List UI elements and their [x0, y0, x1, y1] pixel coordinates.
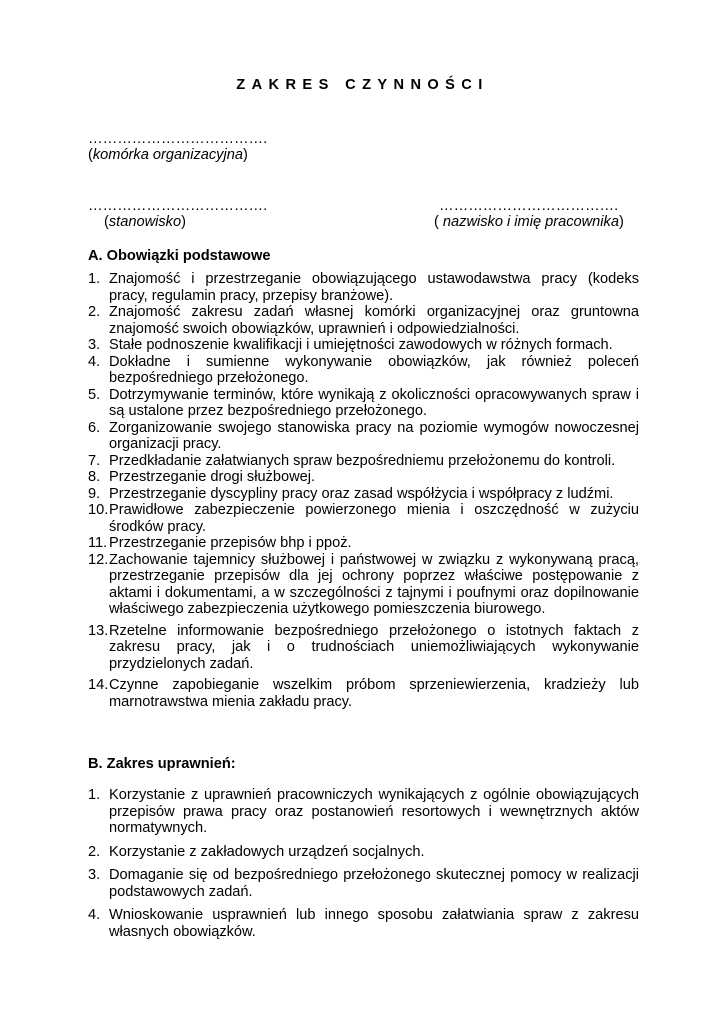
list-item: 9. Przestrzeganie dyscypliny pracy oraz zasad współżycia i współpracy z ludźmi. [88, 485, 614, 502]
list-item: 13. Rzetelne informowanie bezpośredniego przełożonego o istotnych faktach z zakresu pracy, jak i o trudnościach uniemożliwiających wykonywanie przydzielonych zadań. [88, 622, 639, 672]
list-item: 12. Zachowanie tajemnicy służbowej i państwowej w związku z wykonywaną pracą, przestrzeganie przepisów dla jej ochrony poprzez właściwe postępowanie z aktami i dokumentami, a w szczególności z tajnymi i poufnymi oraz dopilnowanie właściwego zabezpieczenia użytkowego pomieszczenia biurowego. [88, 551, 639, 617]
list-item: 5. Dotrzymywanie terminów, które wynikają z okoliczności opracowywanych spraw i są ustalone przez bezpośredniego przełożonego. [88, 386, 639, 419]
position-label: stanowisko [108, 214, 182, 230]
list-item: 1. Znajomość i przestrzeganie obowiązującego ustawodawstwa pracy (kodeks pracy, regulamin pracy, przepisy branżowe). [88, 271, 639, 304]
list-item: 11. Przestrzeganie przepisów bhp i ppoż. [88, 535, 352, 551]
position-dots-line: ………………………………. [88, 198, 268, 214]
name-dots-line: ………………………………. [439, 198, 619, 214]
rights-list [88, 787, 639, 947]
unit-dots-line: ………………………………. [88, 131, 268, 147]
list-item: 10. Prawidłowe zabezpieczenie powierzonego mienia i oszczędność w zużyciu środków pracy. [88, 502, 639, 535]
name-caption: ( nazwisko i imię pracownika) [434, 214, 624, 230]
section-a-heading: A. Obowiązki podstawowe [88, 248, 271, 264]
name-label: nazwisko i imię pracownika [438, 214, 619, 230]
list-item: 4. Wnioskowanie usprawnień lub innego sposobu załatwiania spraw z zakresu własnych obowiązków. [88, 907, 639, 940]
list-item: 14. Czynne zapobieganie wszelkim próbom sprzeniewierzenia, kradzieży lub marnotrawstwa mienia zakładu pracy. [88, 677, 639, 710]
list-item: 1. Korzystanie z uprawnień pracowniczych wynikających z ogólnie obowiązujących przepisów prawa pracy oraz postanowień resortowych i wewnętrznych aktów normatywnych. [88, 787, 639, 836]
list-item: 4. Dokładne i sumienne wykonywanie obowiązków, jak również poleceń bezpośredniego przełożonego. [88, 353, 639, 386]
unit-caption: (komórka organizacyjna) [88, 147, 248, 163]
duties-list [88, 271, 639, 710]
section-b-heading: B. Zakres uprawnień: [88, 756, 236, 772]
list-item: 3. Domaganie się od bezpośredniego przełożonego skutecznej pomocy w realizacji podstawowych zadań. [88, 867, 639, 900]
list-item: 8. Przestrzeganie drogi służbowej. [88, 469, 316, 485]
list-item: 7. Przedkładanie załatwianych spraw bezpośredniemu przełożonemu do kontroli. [88, 452, 616, 469]
document-title: ZAKRES CZYNNOŚCI [236, 77, 489, 93]
list-item: 2. Znajomość zakresu zadań własnej komórki organizacyjnej oraz gruntowna znajomość swoich obowiązków, uprawnień i odpowiedzialności. [88, 304, 639, 337]
list-item: 6. Zorganizowanie swojego stanowiska pracy na poziomie wymogów nowoczesnej organizacji pracy. [88, 419, 639, 452]
unit-label: komórka organizacyjna [92, 147, 243, 163]
list-item: 3. Stałe podnoszenie kwalifikacji i umiejętności zawodowych w różnych formach. [88, 337, 613, 353]
position-caption: (stanowisko) [104, 214, 186, 230]
list-item: 2. Korzystanie z zakładowych urządzeń socjalnych. [88, 843, 425, 860]
